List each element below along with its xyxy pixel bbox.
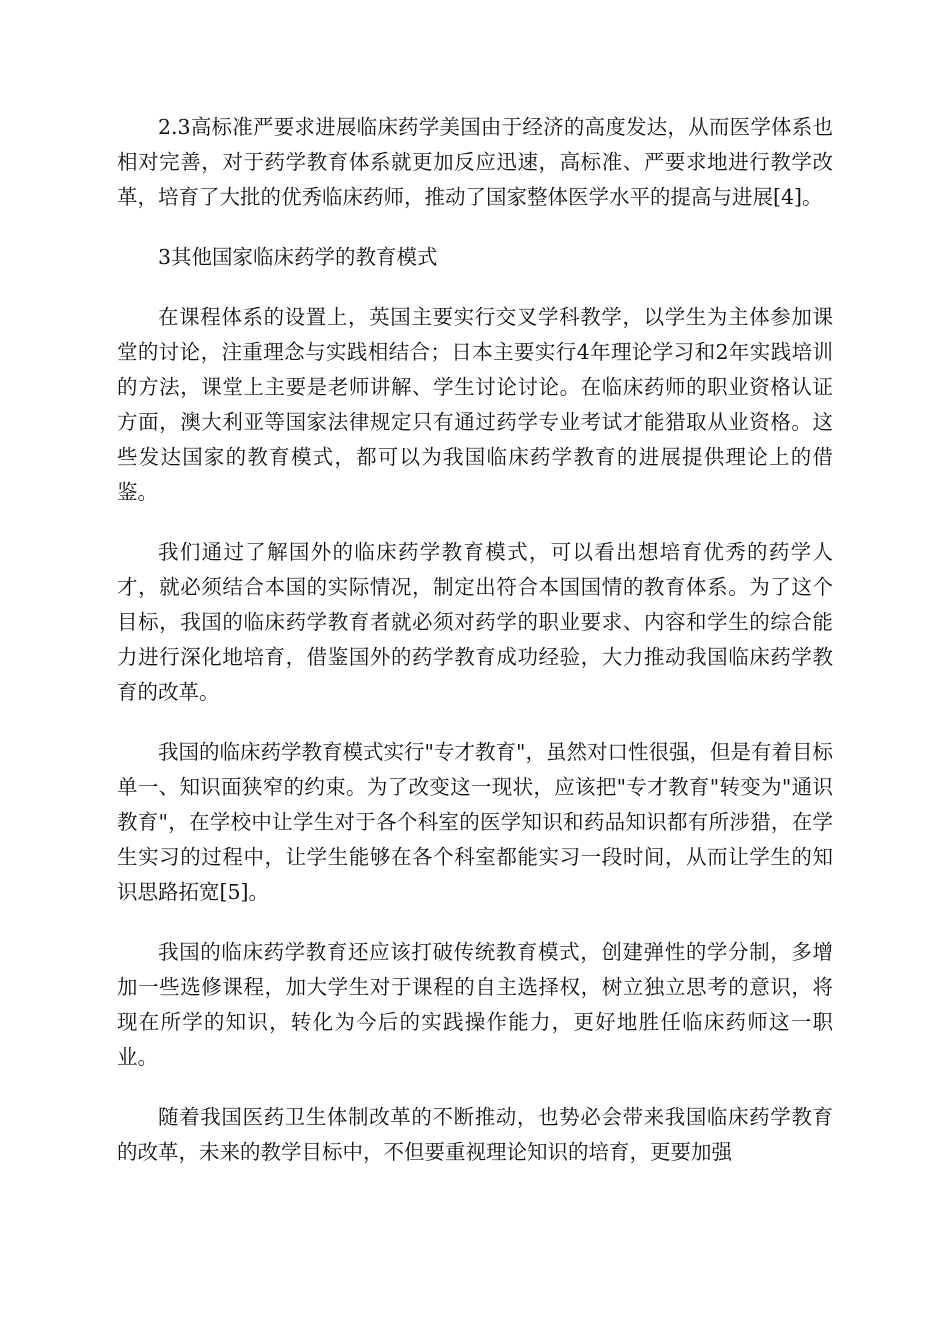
paragraph-usa-standards: 2.3高标准严要求进展临床药学美国由于经济的高度发达，从而医学体系也相对完善，对于药学教育体系就更加反应迅速，高标准、严要求地进行教学改革，培育了大批的优秀临床药师，推动了国家整体医学水平的提高与进展[4]。 <box>117 115 833 209</box>
paragraph-specialist-education: 我国的临床药学教育模式实行"专才教育"，虽然对口性很强，但是有着目标单一、知识面狭窄的约束。为了改变这一现状，应该把"专才教育"转变为"通识教育"，在学校中让学生对于各个科室的医学知识和药品知识都有所涉猎，在学生实习的过程中，让学生能够在各个科室都能实习一段时间，从而让学生的知识思路拓宽[5]。 <box>117 740 833 904</box>
paragraph-credit-system: 我国的临床药学教育还应该打破传统教育模式，创建弹性的学分制，多增加一些选修课程，加大学生对于课程的自主选择权，树立独立思考的意识，将现在所学的知识，转化为今后的实践操作能力，更好地胜任临床药师这一职业。 <box>117 940 833 1069</box>
section-heading-other-countries: 3其他国家临床药学的教育模式 <box>158 245 438 269</box>
document-page <box>117 110 833 1195</box>
paragraph-reform-outlook: 随着我国医药卫生体制改革的不断推动，也势必会带来我国临床药学教育的改革，未来的教学目标中，不但要重视理论知识的培育，更要加强 <box>117 1105 833 1164</box>
paragraph-curriculum-systems: 在课程体系的设置上，英国主要实行交叉学科教学，以学生为主体参加课堂的讨论，注重理念与实践相结合；日本主要实行4年理论学习和2年实践培训的方法，课堂上主要是老师讲解、学生讨论讨论。在临床药师的职业资格认证方面，澳大利亚等国家法律规定只有通过药学专业考试才能猎取从业资格。这些发达国家的教育模式，都可以为我国临床药学教育的进展提供理论上的借鉴。 <box>117 305 833 504</box>
paragraph-foreign-models: 我们通过了解国外的临床药学教育模式，可以看出想培育优秀的药学人才，就必须结合本国的实际情况，制定出符合本国国情的教育体系。为了这个目标，我国的临床药学教育者就必须对药学的职业要求、内容和学生的综合能力进行深化地培育，借鉴国外的药学教育成功经验，大力推动我国临床药学教育的改革。 <box>117 540 833 704</box>
